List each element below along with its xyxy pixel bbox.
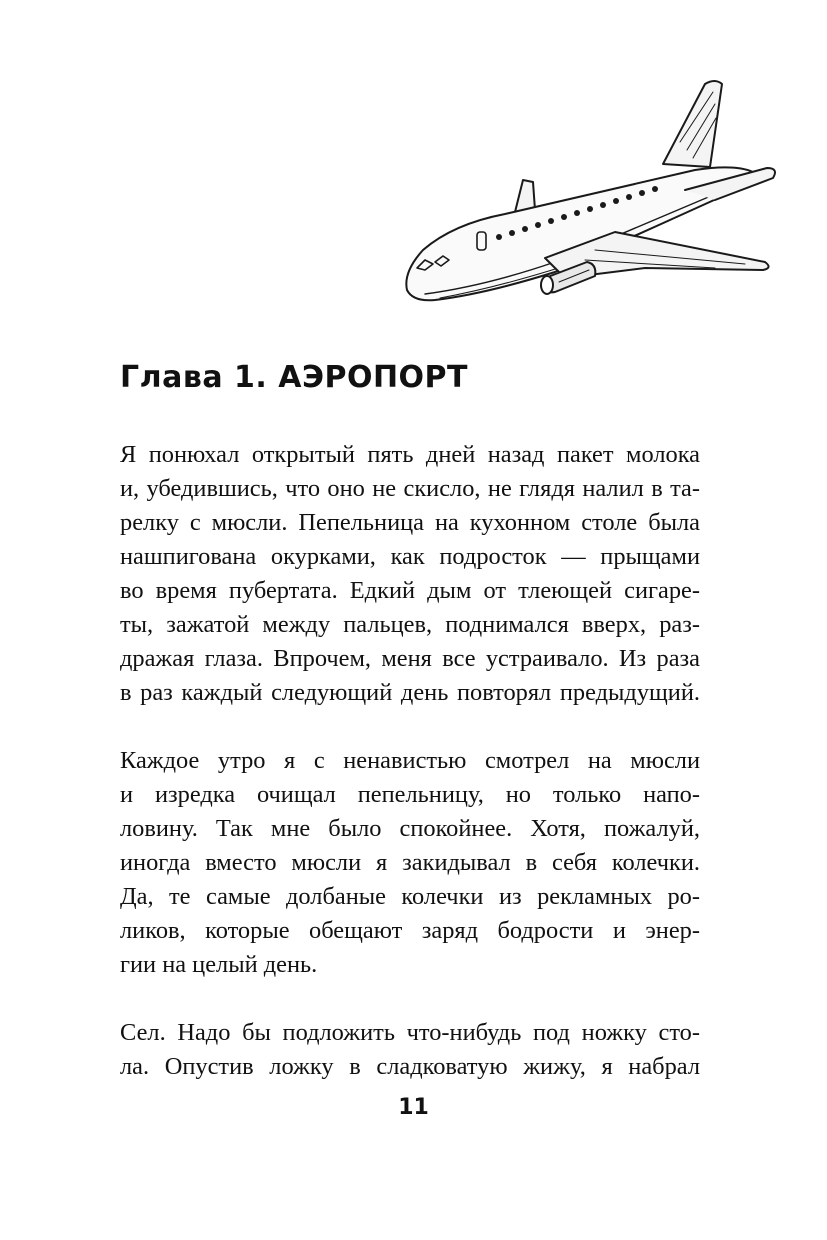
text-line: ты, зажатой между пальцев, поднимался вверх, раз- [120,611,700,638]
text-line: Каждое утро я с ненавистью смотрел на мюсли [120,747,700,774]
text-line: и изредка очищал пепельницу, но только напо- [120,781,700,808]
paragraph [120,744,700,982]
text-line: Да, те самые долбаные колечки из рекламных ро- [120,883,700,910]
text-line: и, убедившись, что оно не скисло, не глядя налил в та- [120,475,700,502]
chapter-title: Глава 1. АЭРОПОРТ [120,360,469,395]
text-line: нашпигована окурками, как подросток — прыщами [120,543,700,570]
text-line: Я понюхал открытый пять дней назад пакет молока [120,441,700,468]
text-line: ликов, которые обещают заряд бодрости и энер- [120,917,700,944]
text-line: ла. Опустив ложку в сладковатую жижу, я набрал [120,1053,700,1080]
text-line: иногда вместо мюсли я закидывал в себя колечки. [120,849,700,876]
text-line: в раз каждый следующий день повторял предыдущий. [120,679,700,706]
text-line: во время пубертата. Едкий дым от тлеющей сигаре- [120,577,700,604]
text-line: гии на целый день. [120,951,318,978]
text-line: Сел. Надо бы подложить что-нибудь под ножку сто- [120,1019,700,1046]
text-line: релку с мюсли. Пепельница на кухонном столе была [120,509,700,536]
text-line: дражая глаза. Впрочем, меня все устраивало. Из раза [120,645,700,672]
page-number: 11 [398,1095,429,1120]
paragraph [120,1016,700,1084]
paragraph [120,438,700,710]
text-line: ловину. Так мне было спокойнее. Хотя, пожалуй, [120,815,700,842]
chapter-body [120,438,700,1084]
airplane-sketch-icon [395,72,795,307]
